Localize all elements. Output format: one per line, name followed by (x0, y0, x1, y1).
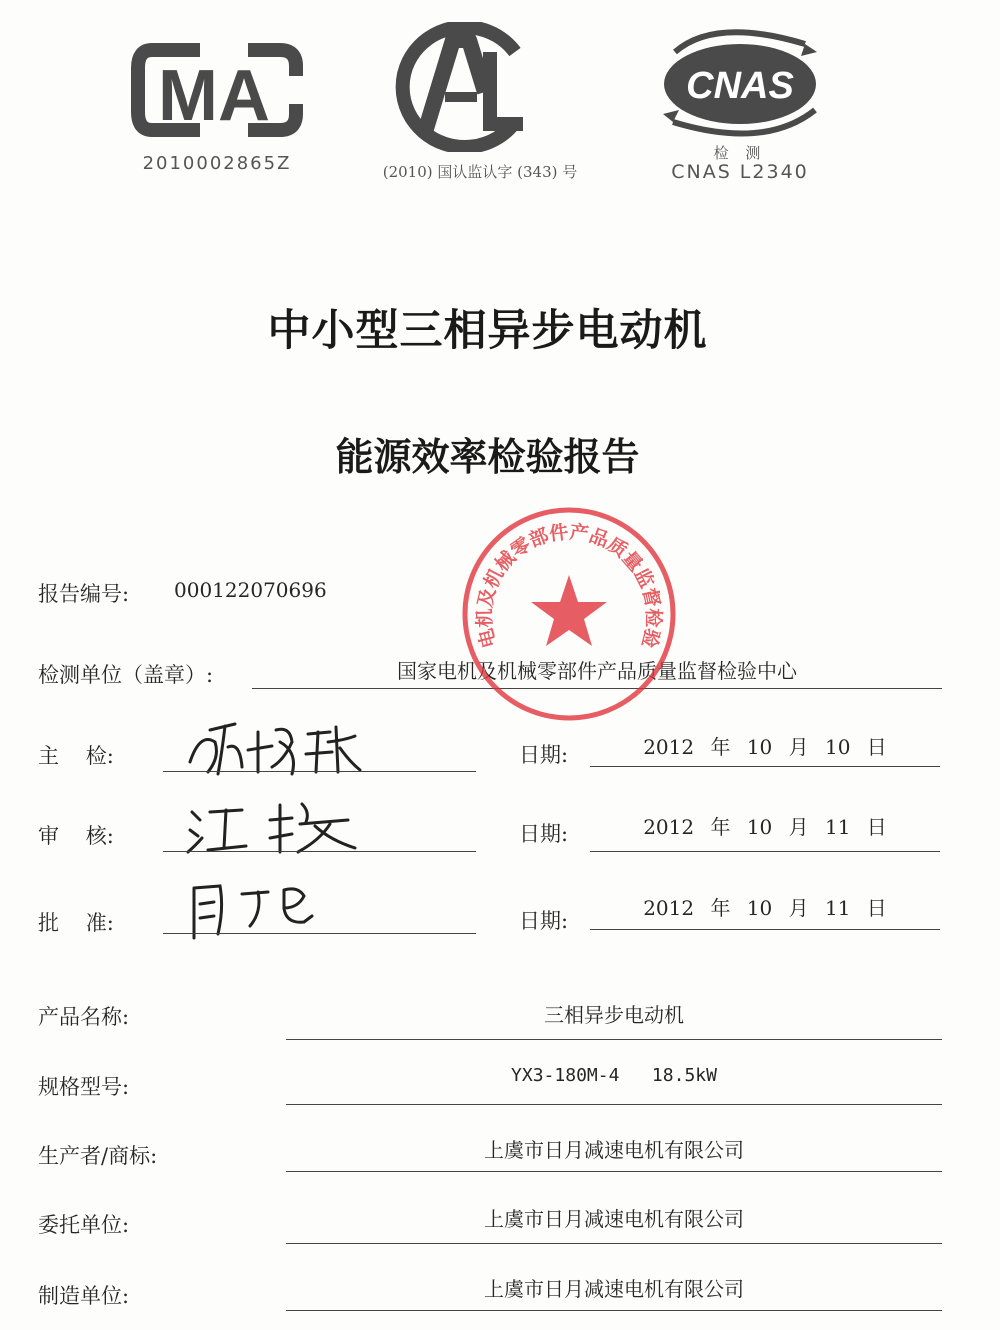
model-value: YX3-180M-4 18.5kW (511, 1065, 717, 1086)
cnas-mark-icon (655, 22, 825, 147)
inspector-date (590, 731, 940, 760)
official-seal (458, 503, 680, 725)
cma-number: 2010002865Z (142, 153, 292, 174)
reviewer-label: 审 核: (38, 824, 114, 848)
seal-icon (458, 503, 680, 725)
reviewer-date-day: 11 (824, 815, 851, 839)
client-underline (286, 1243, 942, 1244)
cnas-mark-text: CNAS (686, 65, 794, 107)
client-label: 委托单位: (38, 1213, 130, 1237)
approver-date-month: 10 (746, 896, 773, 920)
seal-star-icon (531, 575, 607, 646)
inspector-date-month-unit: 月 (788, 735, 809, 759)
approver-date-day-unit: 日 (866, 896, 887, 920)
cma-mark-icon (130, 40, 305, 140)
reviewer-date-underline (590, 851, 940, 852)
maker-value: 上虞市日月减速电机有限公司 (484, 1277, 744, 1301)
cal-logo (385, 22, 535, 152)
sub-title: 能源效率检验报告 (335, 435, 640, 479)
producer-underline (286, 1171, 942, 1172)
product-name-label: 产品名称: (38, 1005, 130, 1029)
cal-mark-icon (385, 22, 535, 152)
inspector-underline (163, 771, 476, 772)
unit-label: 检测单位（盖章）: (38, 663, 214, 687)
approver-underline (163, 933, 476, 934)
reviewer-date-label: 日期: (519, 822, 569, 846)
cnas-subtitle: 检 测 (713, 144, 767, 162)
approver-signature (180, 868, 340, 943)
unit-value: 国家电机及机械零部件产品质量监督检验中心 (397, 659, 797, 683)
inspector-date-day-unit: 日 (866, 735, 887, 759)
report-number-value: 000122070696 (174, 578, 327, 602)
producer-value: 上虞市日月减速电机有限公司 (484, 1138, 744, 1162)
seal-ring-text: 电机及机械零部件产品质量监督检验 (473, 521, 665, 651)
reviewer-date-day-unit: 日 (866, 815, 887, 839)
producer-label: 生产者/商标: (38, 1144, 158, 1168)
model-label: 规格型号: (38, 1075, 130, 1099)
approver-date-label: 日期: (519, 909, 569, 933)
product-name-value: 三相异步电动机 (544, 1003, 684, 1027)
maker-underline (286, 1310, 942, 1311)
inspector-date-year: 2012 (643, 735, 695, 759)
approver-date-year-unit: 年 (710, 896, 731, 920)
maker-label: 制造单位: (38, 1284, 130, 1308)
reviewer-date-year-unit: 年 (710, 815, 731, 839)
client-value: 上虞市日月减速电机有限公司 (484, 1207, 744, 1231)
reviewer-signature (180, 790, 370, 860)
inspector-date-year-unit: 年 (710, 735, 731, 759)
approver-date-day: 11 (824, 896, 851, 920)
report-number-label: 报告编号: (38, 582, 130, 606)
reviewer-date-month: 10 (746, 815, 773, 839)
cal-license: (2010) 国认监认字 (343) 号 (382, 163, 578, 181)
inspector-date-underline (590, 766, 940, 767)
product-name-underline (286, 1039, 942, 1040)
cnas-logo (655, 22, 825, 147)
cma-mark-text: MA (158, 56, 270, 136)
cnas-number: CNAS L2340 (671, 161, 809, 183)
inspector-date-month: 10 (746, 735, 773, 759)
approver-label: 批 准: (38, 911, 114, 935)
reviewer-date (590, 811, 940, 840)
reviewer-underline (163, 851, 476, 852)
inspector-date-day: 10 (824, 735, 851, 759)
approver-date-year: 2012 (643, 896, 695, 920)
reviewer-date-year: 2012 (643, 815, 695, 839)
main-title: 中小型三相异步电动机 (267, 306, 708, 356)
approver-date (590, 892, 940, 921)
inspector-label: 主 检: (38, 744, 114, 768)
reviewer-date-month-unit: 月 (788, 815, 809, 839)
model-underline (286, 1104, 942, 1105)
inspector-date-label: 日期: (519, 743, 569, 767)
cal-mark-text: A L (385, 22, 387, 23)
approver-date-month-unit: 月 (788, 896, 809, 920)
approver-date-underline (590, 929, 940, 930)
cma-logo (130, 40, 305, 140)
